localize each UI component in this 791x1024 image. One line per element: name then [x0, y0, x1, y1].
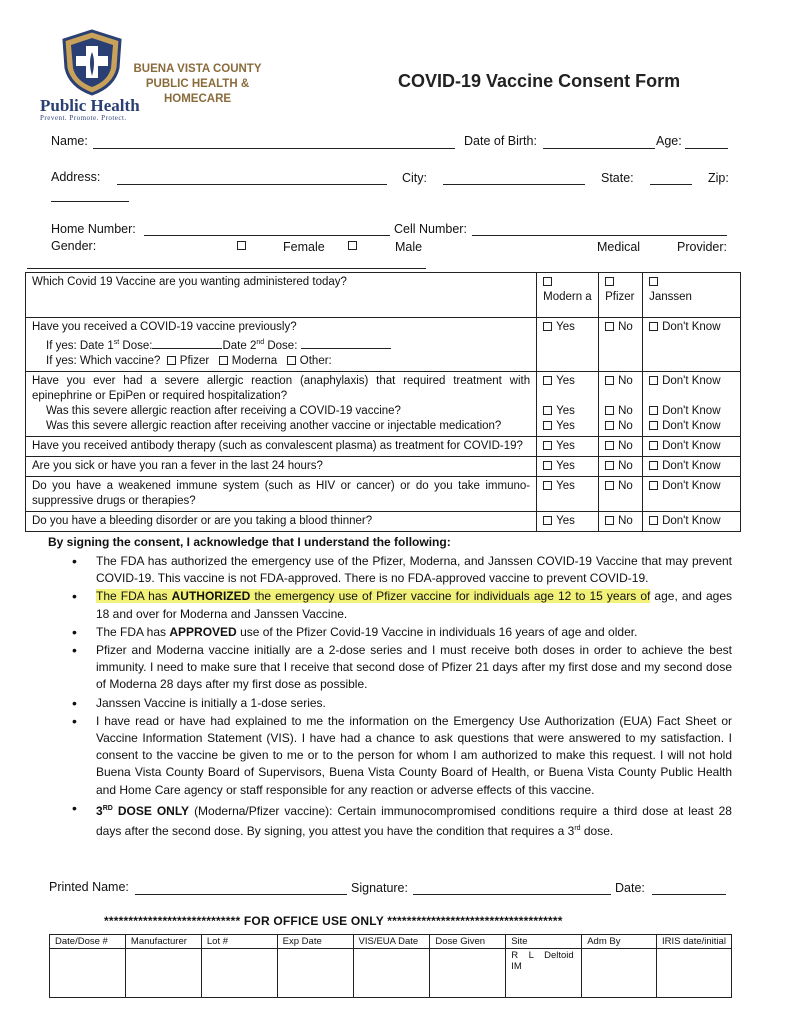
no-checkbox[interactable] — [605, 406, 614, 415]
table-row: Have you received a COVID-19 vaccine previously? If yes: Date 1st Dose: Date 2nd Dose: If yes: Which vaccine? Pfizer Moderna Other: Yes No Don't Know — [26, 318, 741, 372]
zip-label: Zip: — [708, 171, 729, 185]
site-cell[interactable]: R L Deltoid IM — [506, 949, 582, 998]
table-row: Are you sick or have you ran a fever in the last 24 hours? Yes No Don't Know — [26, 456, 741, 476]
no-checkbox[interactable] — [605, 421, 614, 430]
office-cell[interactable] — [50, 949, 126, 998]
no-checkbox[interactable] — [605, 322, 614, 331]
list-item: • I have read or have had explained to me the information on the Emergency Use Authorization (EUA) Fact Sheet or Vaccine Information Statement (VIS). I have had a chance to ask questions that were answered to my satisfaction. I consent to the vaccine be given to me or to the person for whom I am authorized to make this request. I will not hold Buena Vista County Board of Supervisors, Buena Vista County Board of Health, or Buena Vista County Public Health and Home Care agency or staff responsible for any reaction or adverse effects of this vaccine. — [70, 713, 732, 799]
question-sick-fever: Are you sick or have you ran a fever in the last 24 hours? — [26, 456, 537, 476]
no-checkbox[interactable] — [605, 376, 614, 385]
office-cell[interactable] — [430, 949, 506, 998]
yes-checkbox[interactable] — [543, 406, 552, 415]
yes-checkbox[interactable] — [543, 481, 552, 490]
yes-checkbox[interactable] — [543, 516, 552, 525]
question-allergic-reaction: Have you ever had a severe allergic reaction (anaphylaxis) that required treatment with epinephrine or EpiPen or required hospitalization? — [32, 374, 531, 402]
question-bleeding-disorder: Do you have a bleeding disorder or are you taking a blood thinner? — [26, 511, 537, 531]
office-cell[interactable] — [353, 949, 430, 998]
dob-field[interactable] — [543, 148, 655, 149]
printed-name-label: Printed Name: — [49, 880, 129, 894]
janssen-checkbox[interactable] — [649, 277, 658, 286]
question-previous-vaccine: Have you received a COVID-19 vaccine previously? — [32, 321, 297, 333]
dont-know-checkbox[interactable] — [649, 516, 658, 525]
no-checkbox[interactable] — [605, 516, 614, 525]
office-use-banner: **************************** FOR OFFICE USE ONLY ************************************ — [104, 914, 563, 928]
address-label: Address: — [51, 170, 101, 184]
date-label: Date: — [615, 881, 645, 895]
home-number-field[interactable] — [144, 235, 390, 236]
dose2-date-field[interactable] — [301, 348, 391, 349]
yes-checkbox[interactable] — [543, 421, 552, 430]
janssen-option[interactable]: Janssen — [643, 273, 741, 318]
printed-name-field[interactable] — [135, 894, 347, 895]
table-row — [26, 273, 741, 318]
provider-label: Provider: — [677, 240, 728, 254]
highlighted-text: The FDA has AUTHORIZED the emergency use of Pfizer vaccine for individuals age 12 to 15 years of — [96, 589, 651, 604]
office-cell[interactable] — [582, 949, 657, 998]
name-field[interactable] — [93, 148, 455, 149]
form-title: COVID-19 Vaccine Consent Form — [398, 71, 681, 91]
screening-table — [25, 272, 741, 532]
prev-moderna-checkbox[interactable] — [219, 356, 228, 365]
yes-checkbox[interactable] — [543, 441, 552, 450]
list-item: • Janssen Vaccine is initially a 1-dose series. — [70, 695, 732, 712]
table-row: Do you have a weakened immune system (such as HIV or cancer) or do you take immuno-suppressive drugs or therapies? Yes No Don't Know — [26, 476, 741, 511]
signature-field[interactable] — [413, 894, 611, 895]
table-header: Date/Dose # Manufacturer Lot # Exp Date VIS/EUA Date Dose Given Site Adm By IRIS date/initial — [50, 935, 732, 949]
list-item: • The FDA has APPROVED use of the Pfizer Covid-19 Vaccine in individuals 16 years of age and older. — [70, 624, 732, 641]
medical-label: Medical — [597, 240, 641, 254]
table-row: Do you have a bleeding disorder or are you taking a blood thinner? Yes No Don't Know — [26, 511, 741, 531]
office-cell[interactable] — [125, 949, 201, 998]
age-label: Age: — [656, 134, 682, 148]
signature-label: Signature: — [351, 881, 408, 895]
state-label: State: — [601, 171, 634, 185]
list-item: • 3RD DOSE ONLY (Moderna/Pfizer vaccine): Certain immunocompromised conditions require a third dose at least 28 days after the second dose. By signing, you attest you have the condition that requires a 3rd dose. — [70, 800, 732, 840]
gender-label: Gender: — [51, 239, 97, 253]
public-health-wordmark: Public Health — [40, 96, 140, 115]
dont-know-checkbox[interactable] — [649, 322, 658, 331]
table-row — [50, 949, 732, 998]
home-number-label: Home Number: — [51, 222, 136, 236]
female-checkbox[interactable] — [237, 241, 246, 250]
prev-pfizer-checkbox[interactable] — [167, 356, 176, 365]
yes-checkbox[interactable] — [543, 461, 552, 470]
cell-number-field[interactable] — [472, 235, 727, 236]
consent-list — [70, 553, 732, 841]
question-antibody-therapy: Have you received antibody therapy (such as convalescent plasma) as treatment for COVID-19? — [26, 436, 537, 456]
yes-checkbox[interactable] — [543, 376, 552, 385]
male-checkbox[interactable] — [348, 241, 357, 250]
city-field[interactable] — [443, 184, 585, 185]
moderna-checkbox[interactable] — [543, 277, 552, 286]
dont-know-checkbox[interactable] — [649, 406, 658, 415]
no-checkbox[interactable] — [605, 461, 614, 470]
office-cell[interactable] — [657, 949, 732, 998]
dont-know-checkbox[interactable] — [649, 376, 658, 385]
city-label: City: — [402, 171, 427, 185]
prev-other-checkbox[interactable] — [287, 356, 296, 365]
yes-checkbox[interactable] — [543, 322, 552, 331]
office-cell[interactable] — [277, 949, 353, 998]
age-field[interactable] — [685, 148, 728, 149]
table-row: Have you received antibody therapy (such as convalescent plasma) as treatment for COVID-19? Yes No Don't Know — [26, 436, 741, 456]
zip-field[interactable] — [51, 201, 129, 202]
moderna-option[interactable]: Modern a — [537, 273, 599, 318]
list-item: • The FDA has authorized the emergency use of the Pfizer, Moderna, and Janssen COVID-19 Vaccine that may prevent COVID-19. This vaccine is not FDA-approved. There is no FDA-approved vaccine to prevent COVID-19. — [70, 553, 732, 587]
list-item: • The FDA has AUTHORIZED the emergency use of Pfizer vaccine for individuals age 12 to 15 years of age, and ages 18 and over for Moderna and Janssen Vaccine. — [70, 588, 732, 622]
state-field[interactable] — [650, 184, 692, 185]
dont-know-checkbox[interactable] — [649, 421, 658, 430]
question-vaccine-choice: Which Covid 19 Vaccine are you wanting administered today? — [26, 273, 537, 318]
dont-know-checkbox[interactable] — [649, 481, 658, 490]
question-weakened-immune: Do you have a weakened immune system (such as HIV or cancer) or do you take immuno-suppressive drugs or therapies? — [26, 476, 537, 511]
address-field[interactable] — [117, 184, 387, 185]
dose1-date-field[interactable] — [152, 348, 222, 349]
table-row: Have you ever had a severe allergic reaction (anaphylaxis) that required treatment with epinephrine or EpiPen or required hospitalization? Was this severe allergic reaction after receiving a COVID-19 vaccine? Was this severe allergic reaction after receiving another vaccine or injectable medication? Yes Yes Yes No No No Don't Know Don't Know Don't Know — [26, 371, 741, 436]
provider-field[interactable] — [27, 268, 426, 269]
male-label: Male — [395, 240, 423, 254]
office-use-table — [49, 934, 732, 998]
name-label: Name: — [51, 134, 88, 148]
public-health-logo — [58, 28, 126, 96]
pfizer-checkbox[interactable] — [605, 277, 614, 286]
date-field[interactable] — [652, 894, 726, 895]
list-item: • Pfizer and Moderna vaccine initially are a 2-dose series and I must receive both doses in order to achieve the best immunity. I need to make sure that I receive that second dose of Pfizer 21 days after my first dose and my second dose of Moderna 28 days after my first dose as possible. — [70, 642, 732, 694]
tagline: Prevent. Promote. Protect. — [40, 114, 127, 122]
no-checkbox[interactable] — [605, 481, 614, 490]
dont-know-checkbox[interactable] — [649, 461, 658, 470]
office-cell[interactable] — [201, 949, 277, 998]
dont-know-checkbox[interactable] — [649, 441, 658, 450]
org-name: BUENA VISTA COUNTY PUBLIC HEALTH & HOMECARE — [133, 63, 262, 105]
pfizer-option[interactable]: Pfizer — [599, 273, 643, 318]
no-checkbox[interactable] — [605, 441, 614, 450]
dob-label: Date of Birth: — [464, 134, 537, 148]
cell-number-label: Cell Number: — [394, 222, 467, 236]
female-label: Female — [283, 240, 325, 254]
consent-heading: By signing the consent, I acknowledge that I understand the following: — [48, 535, 451, 549]
